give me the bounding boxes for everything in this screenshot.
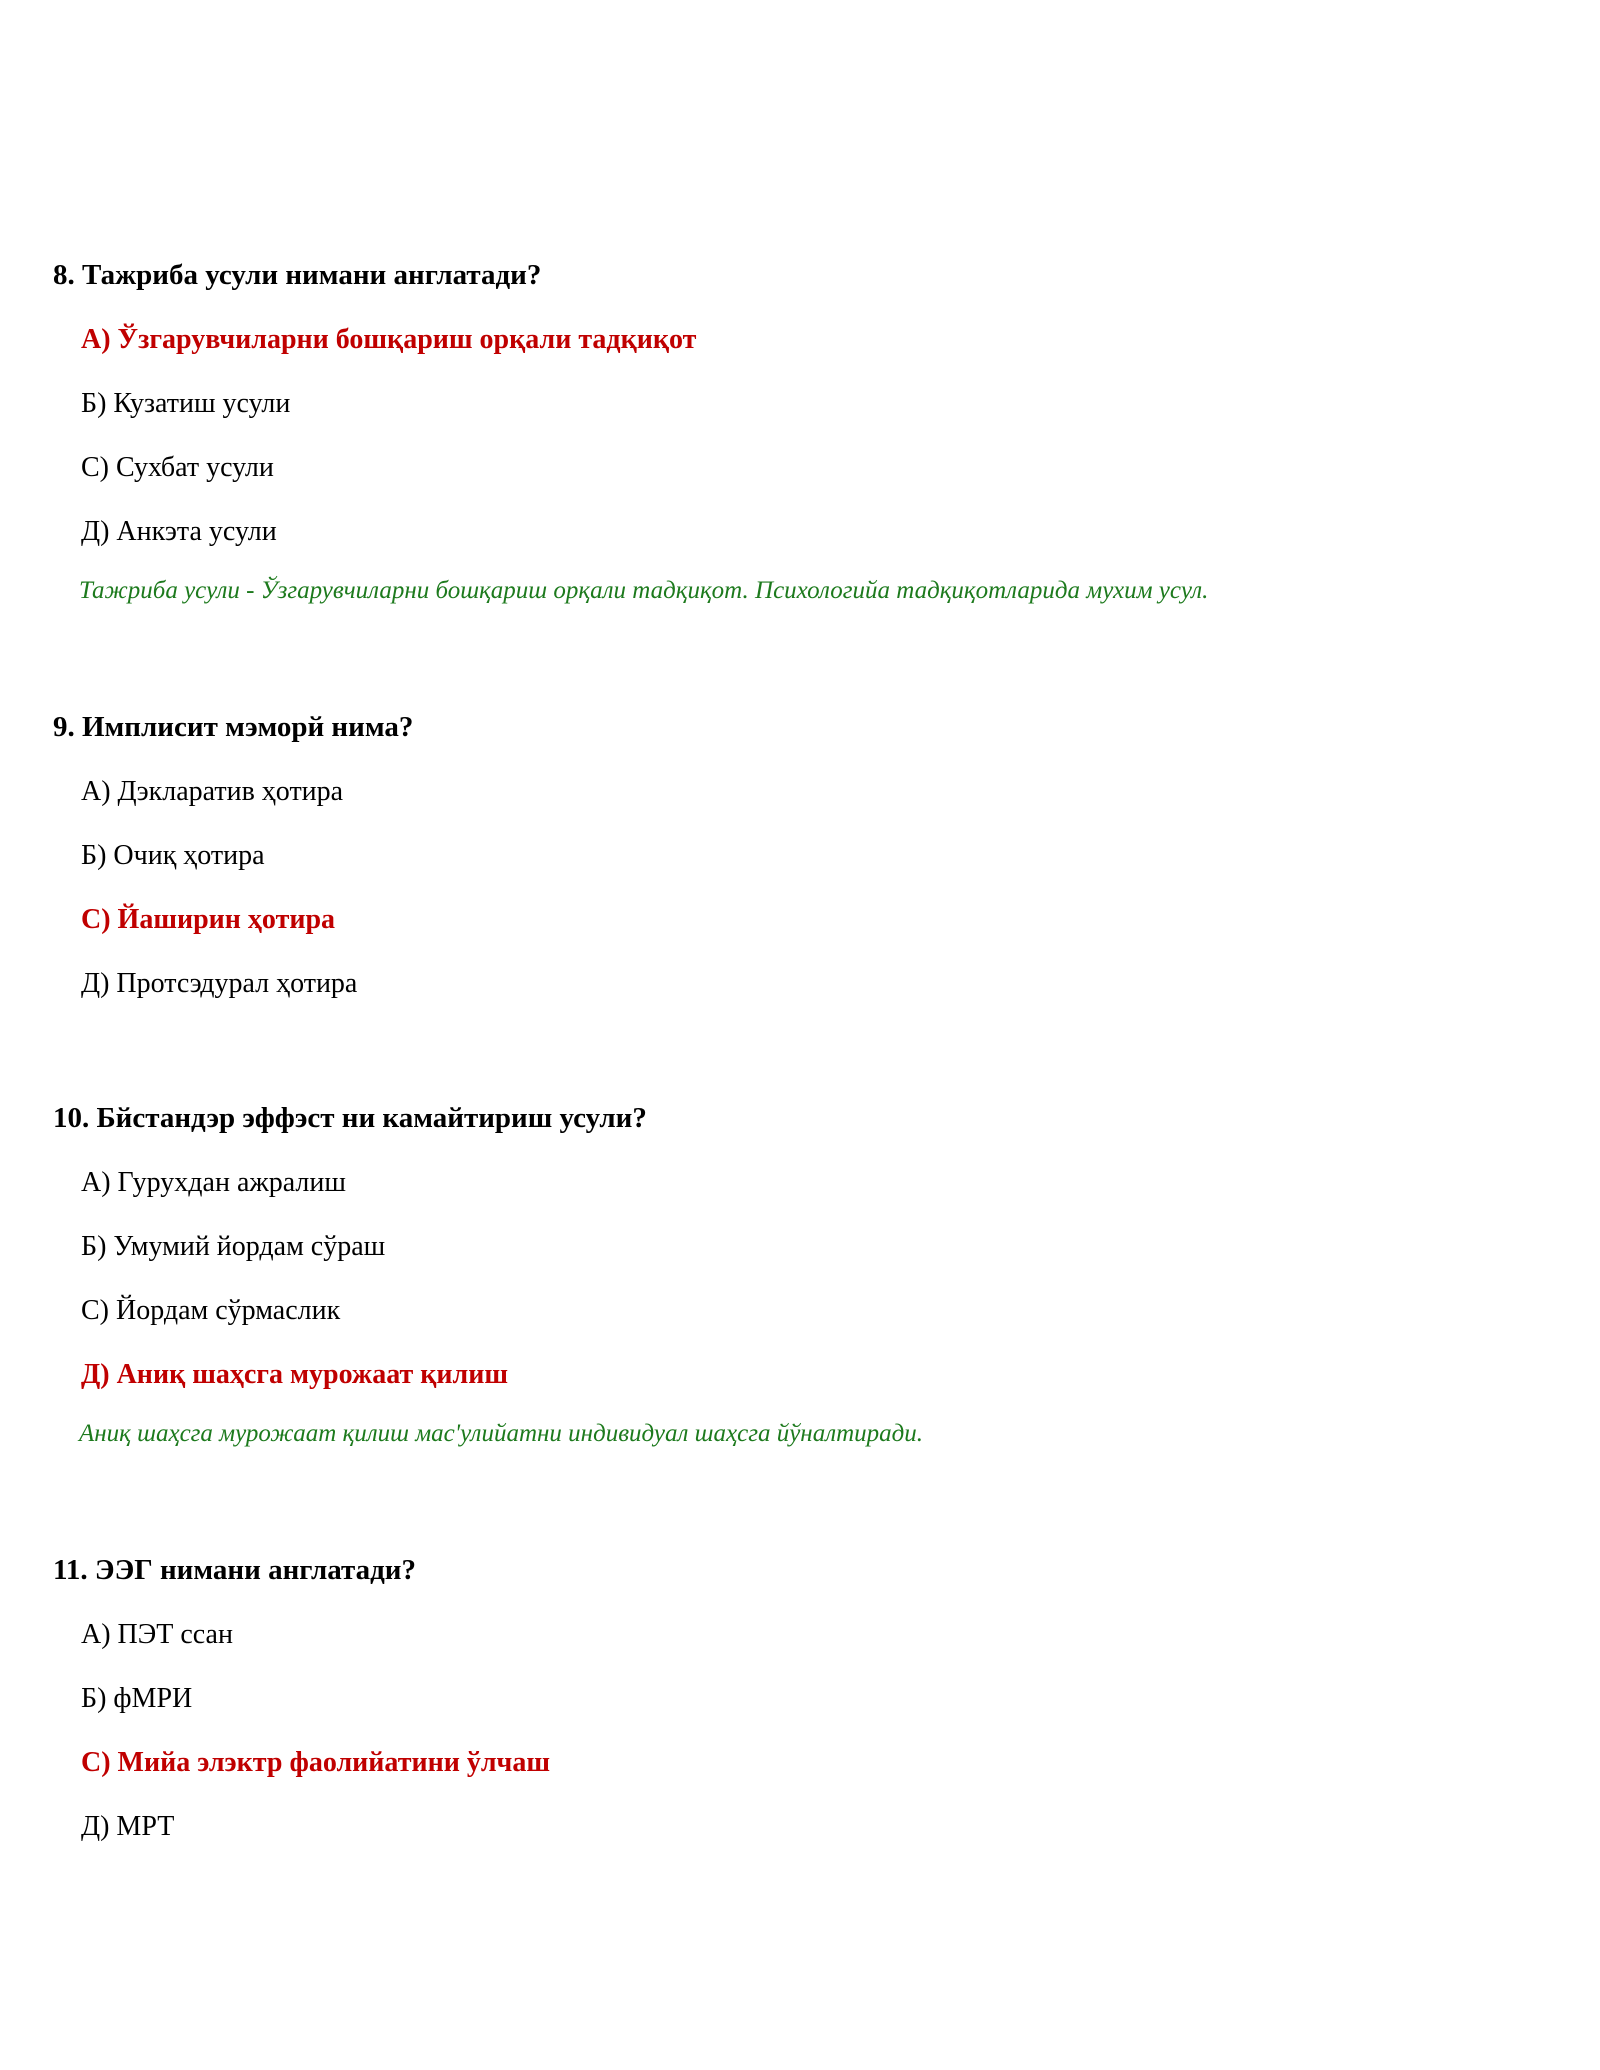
option: A) Дэкларатив ҳотира [81,776,344,807]
option: A) Гурухдан ажралиш [81,1167,346,1198]
option: Д) Протсэдурал ҳотира [81,968,358,999]
explanation: Аниқ шаҳсга мурожаат қилиш мас'улийатни индивидуал шаҳсга йўналтиради. [79,1420,924,1447]
option-correct: C) Мийа элэктр фаолийатини ўлчаш [81,1747,550,1778]
options-list [53,323,1533,549]
question-8 [53,258,1533,607]
option: A) ПЭТ ссан [81,1619,233,1650]
option: Д) Анкэта усули [81,516,277,547]
question-title: 9. Имплисит мэморй нима? [53,711,414,743]
options-list [53,775,1533,1001]
options-list [53,1166,1533,1392]
options-list [53,1618,1533,1844]
option: Б) Кузатиш усули [81,388,291,419]
question-10 [53,1101,1533,1450]
question-11 [53,1553,1533,1874]
option: C) Йордам сўрмаслик [81,1295,341,1326]
option: Б) Очиқ ҳотира [81,840,265,871]
explanation: Тажриба усули - Ўзгарувчиларни бошқариш орқали тадқиқот. Психологийа тадқиқотларида мухим усул. [79,577,1209,604]
option: Б) фМРИ [81,1683,193,1714]
option: Д) МРТ [81,1811,175,1842]
question-9 [53,710,1533,1031]
option-correct: A) Ўзгарувчиларни бошқариш орқали тадқиқот [81,324,697,355]
question-title: 10. Бйстандэр эффэст ни камайтириш усули? [53,1102,647,1134]
option: Б) Умумий йордам сўраш [81,1231,386,1262]
question-title: 11. ЭЭГ нимани англатади? [53,1554,416,1586]
question-title: 8. Тажриба усули нимани англатади? [53,259,542,291]
option: C) Сухбат усули [81,452,274,483]
option-correct: Д) Аниқ шаҳсга мурожаат қилиш [81,1359,509,1390]
option-correct: C) Йаширин ҳотира [81,904,336,935]
